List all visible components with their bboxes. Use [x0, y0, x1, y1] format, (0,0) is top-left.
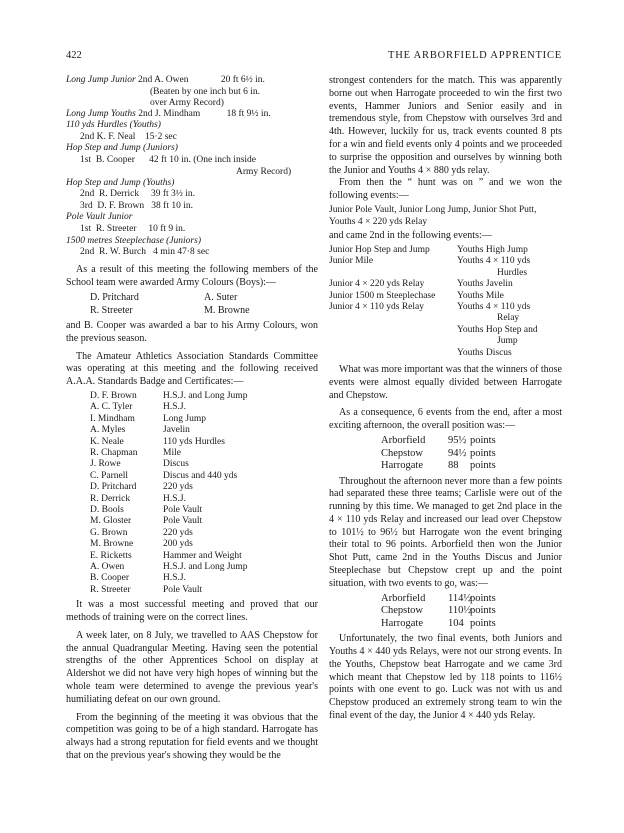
text-cell: Pole Vault: [163, 584, 203, 595]
right-column: [329, 75, 562, 723]
text-cell: Javelin: [163, 425, 190, 436]
text-cell: Youths Mile: [457, 290, 504, 301]
text-cell: D. Pritchard: [90, 292, 139, 304]
text-cell: A. Myles: [90, 425, 126, 436]
text-cell: H.S.J.: [163, 402, 186, 413]
list-item: [90, 391, 318, 402]
text-cell: Hammer and Weight: [163, 550, 242, 561]
table-row: [381, 593, 562, 606]
results-list: [66, 75, 318, 259]
text-cell: D. Pritchard: [90, 482, 137, 493]
text-cell: H.S.J.: [163, 573, 186, 584]
text-cell: D. Bools: [90, 504, 124, 515]
text-cell: points: [470, 605, 496, 617]
list-item: [90, 437, 318, 448]
list-item: [90, 494, 318, 505]
text-cell: Junior Hop Step and Jump: [329, 244, 430, 255]
text-cell: points: [470, 617, 496, 629]
text-cell: Junior Mile: [329, 256, 374, 267]
list-item: [90, 402, 318, 413]
text-cell: 88: [448, 460, 459, 471]
list-item: [90, 551, 318, 562]
text-cell: Army Record): [236, 166, 292, 177]
text-cell: E. Ricketts: [90, 550, 132, 561]
page-number: 422: [66, 50, 82, 61]
certificates-list: [90, 391, 318, 596]
text-cell: Junior 4 × 110 yds Relay: [329, 301, 424, 312]
text-cell: R. Derrick: [90, 493, 131, 504]
text-cell: A. Suter: [204, 292, 238, 304]
text-cell: D. F. Brown: [90, 390, 137, 401]
list-item: [90, 516, 318, 527]
paragraph: It was a most successful meeting and proved that our methods of training were on the correct lines.: [66, 599, 318, 623]
text-cell: 114½: [448, 592, 472, 604]
text-cell: points: [470, 447, 496, 459]
paragraph: Unfortunately, the two final events, both Juniors and Youths 4 × 440 yds Relays, were not our strong events. In the Youths, Chepstow beat Harrogate and we came 3rd which meant that Chepstow led by 118 points to 116½ points with one event to go. Luck was not with us and Chepstow produced an extremely strong team to win the final event of the day, the Junior 4 × 440 yds Relay.: [329, 633, 562, 721]
text-cell: R. Streeter: [90, 305, 133, 317]
result-long-jump-youths: [66, 109, 318, 121]
paragraph: and came 2nd in the following events:—: [329, 230, 492, 242]
text-cell: C. Parnell: [90, 470, 128, 481]
text-cell: Pole Vault: [163, 504, 203, 515]
text-cell: 220 yds: [163, 482, 193, 493]
text-cell: A. C. Tyler: [90, 402, 133, 413]
text-cell: Hurdles: [497, 267, 528, 278]
text-cell: Youths Discus: [457, 347, 512, 358]
event-title: 110 yds Hurdles (Youths): [66, 120, 161, 131]
text-cell: Harrogate: [381, 460, 423, 471]
table-row: [381, 448, 562, 461]
table-row: [381, 460, 562, 473]
text-cell: 2nd R. Derrick 39 ft 3½ in.: [80, 189, 196, 200]
text-cell: Relay: [497, 313, 520, 324]
text-cell: Junior 1500 m Steeplechase: [329, 290, 436, 301]
text-cell: Long Jump: [163, 413, 207, 424]
list-item: [90, 539, 318, 550]
paragraph: What was more important was that the winners of those events were almost equally divided between Harrogate and Chepstow.: [329, 364, 562, 401]
table-row: [381, 618, 562, 631]
text-cell: Long Jump Junior: [66, 75, 136, 85]
text-cell: 1st R. Streeter 10 ft 9 in.: [80, 223, 186, 234]
text-cell: J. Rowe: [90, 459, 121, 470]
paragraph: strongest contenders for the match. This was apparently borne out when Harrogate proceeded to win the first two events, Hammer Juniors and Senior easily and in tremendous style, from Chepstow with ourselves 3rd and 4th. However, luckily for us, track events counted 8 pts for a win and field events only 4 points and we proceeded to surprise the opposition and ourselves by winning both the Junior and Youths 4 × 880 yds relay.: [329, 75, 562, 176]
list-item: [90, 471, 318, 482]
event-title: 1500 metres Steeplechase (Juniors): [66, 235, 201, 246]
text-cell: Chepstow: [381, 447, 423, 459]
list-item: [90, 562, 318, 573]
text-cell: 2nd K. F. Neal 15·2 sec: [80, 131, 177, 142]
list-item: [90, 573, 318, 584]
paragraph: and B. Cooper was awarded a bar to his Army Colours, won the previous season.: [66, 319, 318, 344]
text-cell: points: [470, 460, 496, 471]
text-cell: H.S.J. and Long Jump: [163, 390, 248, 401]
second-place-events: [329, 245, 562, 359]
events-won: Junior Pole Vault, Junior Long Jump, Junior Shot Putt, Youths 4 × 220 yds Relay: [329, 204, 537, 227]
paragraph: From then the “ hunt was on ” and we won the following events:—: [329, 177, 562, 202]
text-cell: points: [470, 435, 496, 446]
paragraph: A week later, on 8 July, we travelled to AAS Chepstow for the annual Quadrangular Meeting. Having seen the potential strengths of the other Apprentices School on display at Aldershot we did not have very high hopes of winning but the whole team were determined to avenge the previous year's humiliating defeat on our own ground.: [66, 629, 318, 705]
paragraph: As a result of this meeting the following members of the School team were awarded Army Colours (Boys):—: [66, 263, 318, 288]
text-cell: M. Browne: [204, 305, 250, 317]
table-row: [381, 435, 562, 448]
paragraph: Throughout the afternoon never more than a few points had separated these three teams; Carlisle were out of the running by this time. We managed to get 2nd place in the 4 × 110 yds Relay and increased our lead over Chepstow to 101½ to 96½ but Harrogate won the event bringing their total to 96 points. Arborfield then won the Junior Shot Putt, came 2nd in the Youths Discus and Junior Steeplechase but Chepstow crept up and the point situation, with two events to go, was:—: [329, 475, 562, 589]
text-cell: 200 yds: [163, 539, 193, 550]
text-cell: over Army Record): [150, 97, 224, 108]
list-item: [90, 459, 318, 470]
list-item: [90, 585, 318, 596]
standings-table-1: [381, 435, 562, 473]
text-cell: Discus: [163, 459, 189, 470]
paragraph: As a consequence, 6 events from the end, after a most exciting afternoon, the overall position was:—: [329, 407, 562, 432]
list-item: [90, 505, 318, 516]
text-cell: Mile: [163, 447, 181, 458]
text-cell: 104: [448, 617, 464, 629]
text-cell: M. Browne: [90, 539, 134, 550]
text-cell: Youths Hop Step and: [457, 324, 538, 335]
text-cell: Junior 4 × 220 yds Relay: [329, 279, 425, 290]
text-cell: K. Neale: [90, 436, 124, 447]
event-title: Pole Vault Junior: [66, 212, 133, 223]
text-cell: H.S.J.: [163, 493, 186, 504]
standings-table-2: [381, 593, 562, 631]
text-cell: M. Gloster: [90, 516, 132, 527]
event-title: Hop Step and Jump (Youths): [66, 177, 175, 188]
text-cell: 3rd D. F. Brown 38 ft 10 in.: [80, 200, 193, 211]
text-cell: (Beaten by one inch but 6 in.: [150, 86, 261, 97]
text-cell: H.S.J. and Long Jump: [163, 561, 248, 572]
paragraph: The Amateur Athletics Association Standards Committee was operating at this meeting and the following received A.A.A. Standards Badge and Certificates:—: [66, 350, 318, 388]
list-item: [90, 414, 318, 425]
list-item: [90, 482, 318, 493]
text-cell: 220 yds: [163, 527, 193, 538]
list-item: [90, 448, 318, 459]
text-cell: I. Mindham: [90, 413, 135, 424]
text-cell: 2nd: [138, 75, 153, 85]
result-long-jump-junior: [66, 75, 318, 87]
text-cell: 110½: [448, 605, 472, 617]
text-cell: Youths 4 × 110 yds: [457, 256, 531, 267]
paragraph: From the beginning of the meeting it was obvious that the competition was going to be of a high standard. Harrogate has always had a strong reputation for field events and we thought that on the previous year's showing they would be the: [66, 711, 318, 761]
running-title: THE ARBORFIELD APPRENTICE: [387, 50, 562, 61]
text-cell: 1st B. Cooper 42 ft 10 in. (One inch inside: [80, 154, 256, 165]
text-cell: Jump: [497, 336, 518, 347]
text-cell: Pole Vault: [163, 516, 203, 527]
text-cell: G. Brown: [90, 527, 128, 538]
text-cell: Harrogate: [381, 617, 423, 629]
list-item: [90, 425, 318, 436]
text-cell: 95½: [448, 435, 467, 446]
text-cell: A. Owen: [154, 75, 189, 85]
text-cell: B. Cooper: [90, 573, 130, 584]
text-cell: points: [470, 592, 496, 604]
table-row: [381, 605, 562, 618]
text-cell: 2nd: [138, 108, 153, 119]
text-cell: Chepstow: [381, 605, 423, 617]
text-cell: Arborfield: [381, 592, 426, 604]
text-cell: 2nd R. W. Burch 4 min 47·8 sec: [80, 247, 210, 258]
text-cell: 18 ft 9½ in.: [226, 108, 271, 119]
text-cell: R. Streeter: [90, 584, 131, 595]
text-cell: J. Mindham: [154, 108, 201, 119]
text-cell: 94½: [448, 447, 467, 459]
text-cell: Long Jump Youths: [66, 108, 136, 119]
text-cell: A. Owen: [90, 561, 125, 572]
text-cell: Youths 4 × 110 yds: [457, 301, 531, 312]
text-cell: Youths Javelin: [457, 279, 513, 290]
text-cell: 110 yds Hurdles: [163, 436, 225, 447]
colours-list: [90, 292, 318, 318]
text-cell: Arborfield: [381, 435, 426, 446]
event-title: Hop Step and Jump (Juniors): [66, 143, 178, 154]
text-cell: Discus and 440 yds: [163, 470, 238, 481]
text-cell: 20 ft 6½ in.: [220, 75, 265, 85]
list-item: [90, 528, 318, 539]
left-column: [66, 75, 318, 763]
text-cell: Youths High Jump: [457, 244, 528, 255]
text-cell: R. Chapman: [90, 447, 138, 458]
